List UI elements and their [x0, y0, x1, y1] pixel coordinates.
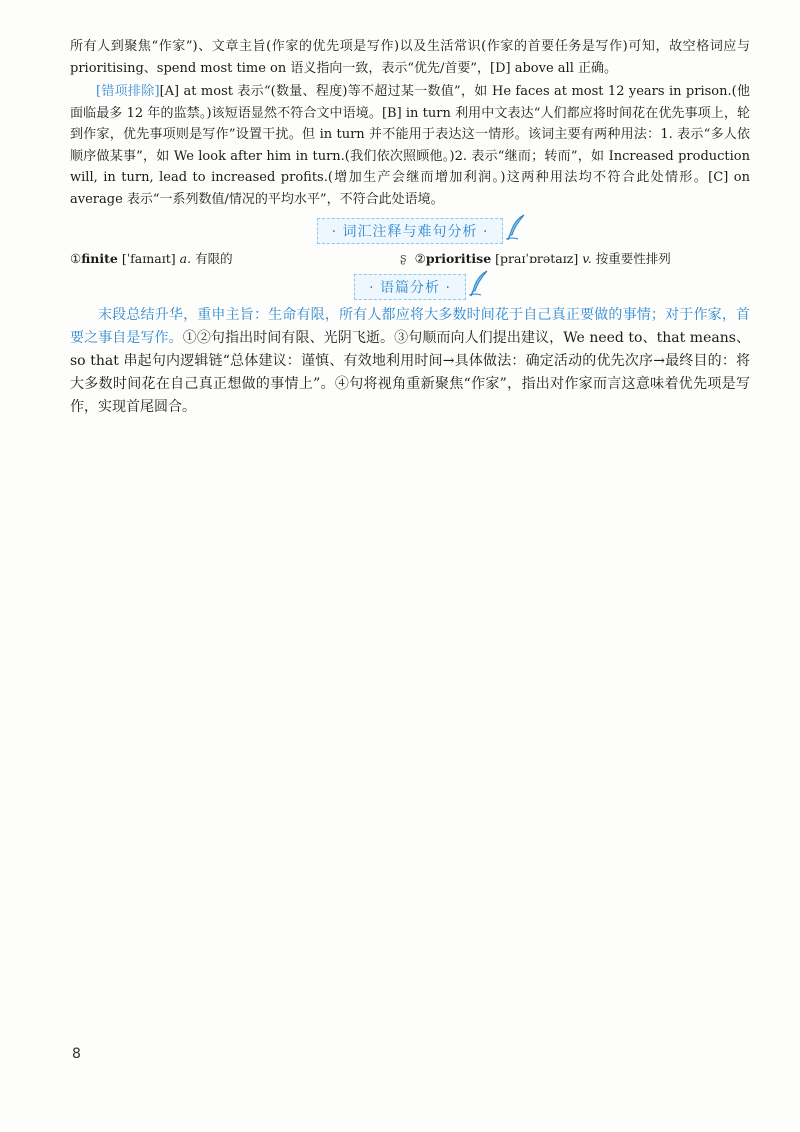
separator-glyph: ʂ — [400, 250, 407, 266]
vocab-item-finite: ①finite [ˈfaɪnaɪt] a. 有限的 — [70, 251, 233, 266]
discourse-section-title: · 语篇分析 · — [369, 280, 451, 296]
vocab-section-header — [70, 218, 750, 244]
distractor-text: [A] at most 表示“(数量、程度)等不超过某一数值”，如 He faces at most 12 years in prison.(他面临最多 12 年的监禁。)该短语显然不符合文中语境。[B] in turn 利用中文表达“人们都应将时间花在优先事项上，轮到作家，优先事项则是写作”设置干扰。但 in turn 并不能用于表达这一情形。该词主要有两种用法：1. 表示“多人依顺序做某事”，如 We look after him in turn.(我们依次照顾他。)2. 表示“继而；转而”，如 Increased production will, in turn, lead to increased profits.(增加生产会继而增加利润。)这两种用法均不符合此处情形。[C] on average 表示“一系列数值/情况的平均水平”，不符合此处语境。 — [70, 84, 750, 207]
distractor-tag: [错项排除] — [96, 84, 160, 99]
vocab-section-title: · 词汇注释与难句分析 · — [331, 224, 489, 240]
paragraph-answer-explanation: 所有人到聚焦“作家”)、文章主旨(作家的优先项是写作)以及生活常识(作家的首要任务是写作)可知，故空格词应与 prioritising、spend most time on 语义指向一致，表示“优先/首要”，[D] above all 正确。 — [70, 39, 750, 76]
quill-pen-icon — [504, 213, 528, 241]
quill-pen-icon — [467, 269, 491, 297]
paragraph-distractor-analysis — [70, 81, 750, 210]
discourse-lead: 末段总结升华，重申主旨：生命有限，所有人都应将大多数时间花于自己真正要做的事情；对于作家，首要之事自是写作。 — [70, 307, 750, 346]
document-body — [70, 36, 750, 419]
discourse-section-header — [70, 274, 750, 300]
discourse-body: ①②句指出时间有限、光阴飞逝。③句顺而向人们提出建议，We need to、that means、so that 串起句内逻辑链“总体建议：谨慎、有效地利用时间→具体做法：确定活动的优先次序→最终目的：将大多数时间花在自己真正想做的事情上”。④句将视角重新聚焦“作家”，指出对作家而言这意味着优先项是写作，实现首尾圆合。 — [70, 330, 751, 415]
vocab-list — [70, 248, 750, 268]
paragraph-discourse-analysis — [70, 304, 750, 419]
vocab-item-prioritise: ②prioritise [praɪˈɒrətaɪz] v. 按重要性排列 — [414, 251, 671, 266]
page-number: 8 — [72, 1046, 81, 1062]
